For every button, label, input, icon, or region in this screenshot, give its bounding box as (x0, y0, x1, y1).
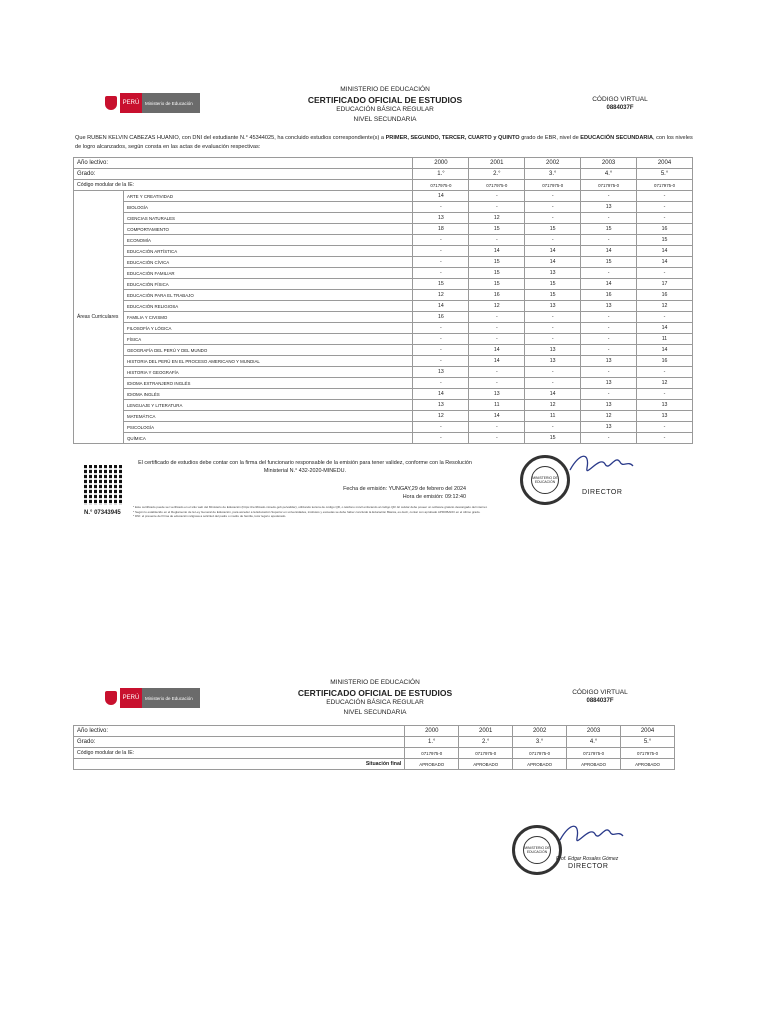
table-row (74, 257, 693, 268)
subject-name: HISTORIA Y GEOGRAFÍA (123, 367, 412, 378)
grade-value: - (525, 235, 581, 246)
subject-name: IDIOMA EXTRANJERO INGLÉS (123, 378, 412, 389)
grade-value: 15 (581, 224, 637, 235)
grade-value: 14 (637, 246, 693, 257)
grade-value: 12 (525, 400, 581, 411)
grade-value: 12 (637, 378, 693, 389)
table-row (74, 433, 693, 444)
shield-icon (105, 96, 117, 110)
grade-value: - (469, 334, 525, 345)
table-row (74, 290, 693, 301)
grade-value: - (581, 334, 637, 345)
situation-row-label: Situación final (74, 759, 405, 770)
grade-value: 11 (469, 400, 525, 411)
grade-value: 13 (637, 411, 693, 422)
grade-value: 14 (525, 246, 581, 257)
subject-name: MATEMÁTICA (123, 411, 412, 422)
grade-value: - (581, 191, 637, 202)
grade-value: 12 (581, 411, 637, 422)
grades-table (73, 157, 693, 444)
grade-value: - (525, 202, 581, 213)
grade-value: - (413, 323, 469, 334)
subject-name: EDUCACIÓN PARA EL TRABAJO (123, 290, 412, 301)
director-name: Prof. Edgar Rosales Gómez (556, 856, 619, 862)
grade-value: - (525, 312, 581, 323)
table-row (74, 389, 693, 400)
grade-value: - (581, 367, 637, 378)
code-row-cell: 0717975-0 (567, 748, 621, 759)
grade-value: - (469, 378, 525, 389)
grade-row-cell: 3.° (513, 737, 567, 748)
table-row (74, 323, 693, 334)
grade-value: 14 (469, 345, 525, 356)
subject-name: CIENCIAS NATURALES (123, 213, 412, 224)
code-row-cell: 0717975-0 (413, 180, 469, 191)
grade-value: - (525, 213, 581, 224)
grade-value: 11 (637, 334, 693, 345)
grade-value: 13 (413, 213, 469, 224)
grade-value: - (581, 312, 637, 323)
grade-value: - (525, 191, 581, 202)
situation-row-cell: APROBADO (405, 759, 459, 770)
grade-value: 13 (581, 378, 637, 389)
code-row-cell: 0717975-0 (459, 748, 513, 759)
subject-name: HISTORIA DEL PERÚ EN EL PROCESO AMERICANO Y MUNDIAL (123, 356, 412, 367)
grade-value: 15 (469, 257, 525, 268)
grade-value: - (413, 356, 469, 367)
grade-value: - (581, 235, 637, 246)
grade-value: - (637, 389, 693, 400)
grade-row-cell: 2.° (459, 737, 513, 748)
grade-value: 13 (581, 400, 637, 411)
grade-row-cell: 5.° (637, 169, 693, 180)
grades-table-body (74, 158, 693, 444)
grade-value: - (413, 268, 469, 279)
code-row (74, 748, 675, 759)
subject-name: ECONOMÍA (123, 235, 412, 246)
grade-value: 16 (413, 312, 469, 323)
education-type: EDUCACIÓN BÁSICA REGULAR (326, 699, 424, 706)
grade-value: - (413, 345, 469, 356)
ministry-name: MINISTERIO DE EDUCACIÓN (340, 86, 430, 93)
virtual-code (570, 95, 670, 113)
grade-value: 12 (413, 290, 469, 301)
areas-label: Áreas Curriculares (74, 191, 124, 444)
signature-icon (555, 820, 625, 850)
grade-value: 14 (637, 345, 693, 356)
grade-value: 13 (469, 389, 525, 400)
subject-name: EDUCACIÓN CÍVICA (123, 257, 412, 268)
year-row (74, 158, 693, 169)
grade-value: 13 (525, 356, 581, 367)
code-row-cell: 0717975-0 (513, 748, 567, 759)
grade-value: 15 (525, 433, 581, 444)
grade-value: 14 (413, 389, 469, 400)
year-row-cell: 2004 (621, 726, 675, 737)
grade-value: 14 (413, 191, 469, 202)
virtual-code-label: CÓDIGO VIRTUAL (572, 689, 628, 696)
virtual-code (550, 688, 650, 706)
year-row-cell: 2000 (405, 726, 459, 737)
code-row-label: Código modular de la IE: (74, 748, 405, 759)
grade-value: 14 (581, 279, 637, 290)
code-row-cell: 0717975-0 (405, 748, 459, 759)
grade-value: 15 (637, 235, 693, 246)
subject-name: EDUCACIÓN RELIGIOSA (123, 301, 412, 312)
grade-value: 12 (637, 301, 693, 312)
subject-name: PSICOLOGÍA (123, 422, 412, 433)
grade-value: 12 (469, 213, 525, 224)
grade-value: 14 (581, 246, 637, 257)
grade-value: - (469, 433, 525, 444)
subject-name: COMPORTAMIENTO (123, 224, 412, 235)
grade-value: - (469, 202, 525, 213)
situation-row-cell: APROBADO (567, 759, 621, 770)
footnotes: * Este certificado puede ser verificado en el sitio web del Ministerio de Educación (https://certificado.minedu.gob.pe/validar), utilizando lectora de código QR, o teléfono móvil enfocando al código QR. El celular debe poseer un software gratuito descargado del internet. * Según lo establecido en el Reglamento de la Ley General de Educación, para acceder a la Educación Superior en universidades, institutos y escuelas se debe haber concluido la Educación Básica, es decir, contar con aprobado APROBADO en el último grado. * DNI: el presente del firma de educación religiosa a solicitud del padre o madre de familia, tutor legal o apoderado. (133, 505, 488, 518)
grade-value: 13 (581, 356, 637, 367)
grade-value: 13 (581, 422, 637, 433)
table-row (74, 301, 693, 312)
validity-text: El certificado de estudios debe contar con la firma del funcionario responsable de la emisión para tener validez, conforme con la Resolución Ministerial N.° 432-2020-MINEDU. (138, 460, 472, 474)
subject-name: LENGUAJE Y LITERATURA (123, 400, 412, 411)
logo-ministry: Ministerio de Educación (142, 688, 200, 708)
year-row-label: Año lectivo: (74, 158, 413, 169)
grade-value: 13 (413, 400, 469, 411)
table-row (74, 334, 693, 345)
grade-value: 18 (413, 224, 469, 235)
subject-name: FILOSOFÍA Y LÓGICA (123, 323, 412, 334)
grade-value: - (413, 378, 469, 389)
grade-value: 15 (525, 224, 581, 235)
grade-value: - (469, 191, 525, 202)
grade-value: 13 (525, 268, 581, 279)
school-seal-icon: MINISTERIO DE EDUCACIÓN (512, 825, 562, 875)
year-row-cell: 2004 (637, 158, 693, 169)
grade-value: - (525, 378, 581, 389)
grade-value: 15 (525, 279, 581, 290)
minedu-logo (105, 93, 200, 113)
grade-value: - (637, 422, 693, 433)
year-row-cell: 2001 (469, 158, 525, 169)
grade-value: 16 (637, 356, 693, 367)
grade-value: - (637, 268, 693, 279)
subject-name: FAMILIA Y CIVISMO (123, 312, 412, 323)
table-row (74, 356, 693, 367)
grade-value: - (637, 213, 693, 224)
grade-value: 14 (413, 301, 469, 312)
grade-value: - (637, 191, 693, 202)
grade-value: 14 (637, 323, 693, 334)
subject-name: QUÍMICA (123, 433, 412, 444)
subject-name: GEOGRAFÍA DEL PERÚ Y DEL MUNDO (123, 345, 412, 356)
logo-ministry: Ministerio de Educación (142, 93, 200, 113)
code-row-cell: 0717975-0 (637, 180, 693, 191)
grade-value: - (469, 422, 525, 433)
table-row (74, 422, 693, 433)
grade-value: - (413, 433, 469, 444)
grade-value: 15 (469, 224, 525, 235)
grade-value: 15 (525, 290, 581, 301)
code-row-label: Código modular de la IE: (74, 180, 413, 191)
school-seal-icon: MINISTERIO DE EDUCACIÓN (520, 455, 570, 505)
subject-name: IDIOMA INGLÉS (123, 389, 412, 400)
situation-row (74, 759, 675, 770)
subject-name: EDUCACIÓN FÍSICA (123, 279, 412, 290)
title-block (255, 678, 495, 718)
signature-icon (565, 450, 635, 480)
year-row-cell: 2003 (567, 726, 621, 737)
grade-value: - (637, 312, 693, 323)
grade-value: 14 (525, 389, 581, 400)
grade-value: 13 (581, 301, 637, 312)
year-row-cell: 2001 (459, 726, 513, 737)
grade-value: 14 (637, 257, 693, 268)
grade-value: - (581, 268, 637, 279)
virtual-code-label: CÓDIGO VIRTUAL (592, 96, 648, 103)
virtual-code-value: 0884037F (606, 105, 634, 111)
grade-value: - (581, 213, 637, 224)
table-row (74, 235, 693, 246)
director-title: DIRECTOR (568, 863, 609, 870)
grade-value: 13 (637, 400, 693, 411)
year-row-cell: 2000 (413, 158, 469, 169)
year-row-label: Año lectivo: (74, 726, 405, 737)
summary-table-body (74, 726, 675, 770)
situation-row-cell: APROBADO (621, 759, 675, 770)
table-row (74, 268, 693, 279)
grade-value: 16 (581, 290, 637, 301)
code-row-cell: 0717975-0 (581, 180, 637, 191)
subject-name: ARTE Y CREATIVIDAD (123, 191, 412, 202)
grade-value: - (581, 389, 637, 400)
grade-value: 14 (525, 257, 581, 268)
emission-time: Hora de emisión: 09:12:40 (402, 494, 466, 500)
grade-value: 14 (469, 411, 525, 422)
grade-row-cell: 4.° (567, 737, 621, 748)
intro-paragraph: Que RUBEN KELVIN CABEZAS HUANIO, con DNI del estudiante N.° 45344025, ha concluido estudios correspondiente(s) a PRIMER, SEGUNDO, TERCER, CUARTO y QUINTO grado de EBR, nivel de EDUCACIÓN SECUNDARIA, con los niveles de logro alcanzados, según consta en las actas de evaluación respectivas: (75, 135, 693, 150)
table-row (74, 213, 693, 224)
ministry-name: MINISTERIO DE EDUCACIÓN (330, 679, 420, 686)
situation-row-cell: APROBADO (513, 759, 567, 770)
code-row (74, 180, 693, 191)
grade-row-cell: 2.° (469, 169, 525, 180)
grade-value: 11 (525, 411, 581, 422)
table-row (74, 411, 693, 422)
grade-row (74, 737, 675, 748)
grade-value: - (469, 312, 525, 323)
table-row (74, 312, 693, 323)
grade-value: - (525, 367, 581, 378)
grade-value: - (413, 202, 469, 213)
table-row (74, 367, 693, 378)
grade-value: - (525, 422, 581, 433)
grade-row-cell: 1.° (413, 169, 469, 180)
grade-value: 13 (413, 367, 469, 378)
virtual-code-value: 0884037F (586, 698, 614, 704)
grade-value: 13 (581, 202, 637, 213)
education-level: NIVEL SECUNDARIA (343, 709, 407, 716)
subject-name: FÍSICA (123, 334, 412, 345)
grade-value: - (469, 323, 525, 334)
grade-value: 14 (469, 356, 525, 367)
grade-value: - (469, 235, 525, 246)
year-row-cell: 2003 (581, 158, 637, 169)
grade-value: 15 (469, 268, 525, 279)
certificate-title: CERTIFICADO OFICIAL DE ESTUDIOS (307, 95, 463, 105)
grade-value: - (581, 345, 637, 356)
subject-name: EDUCACIÓN ARTÍSTICA (123, 246, 412, 257)
grade-value: 15 (413, 279, 469, 290)
year-row-cell: 2002 (513, 726, 567, 737)
table-row (74, 224, 693, 235)
subject-name: BIOLOGÍA (123, 202, 412, 213)
grade-value: 16 (469, 290, 525, 301)
grade-value: - (637, 367, 693, 378)
table-row (74, 345, 693, 356)
grade-value: 13 (525, 345, 581, 356)
education-level: NIVEL SECUNDARIA (353, 116, 417, 123)
grade-value: - (637, 202, 693, 213)
grade-value: - (637, 433, 693, 444)
grade-value: 15 (581, 257, 637, 268)
education-type: EDUCACIÓN BÁSICA REGULAR (336, 106, 434, 113)
grade-value: - (525, 334, 581, 345)
subject-name: EDUCACIÓN FAMILIAR (123, 268, 412, 279)
shield-icon (105, 691, 117, 705)
grade-value: 17 (637, 279, 693, 290)
grade-row (74, 169, 693, 180)
year-row-cell: 2002 (525, 158, 581, 169)
year-row (74, 726, 675, 737)
grade-value: - (413, 334, 469, 345)
grade-value: - (413, 235, 469, 246)
certificate-title: CERTIFICADO OFICIAL DE ESTUDIOS (297, 688, 453, 698)
grade-value: - (413, 257, 469, 268)
grade-value: - (413, 422, 469, 433)
grade-row-cell: 3.° (525, 169, 581, 180)
grade-row-cell: 1.° (405, 737, 459, 748)
logo-peru: PERÚ (120, 93, 142, 113)
grade-value: 13 (525, 301, 581, 312)
minedu-logo (105, 688, 200, 708)
director-title: DIRECTOR (582, 489, 623, 496)
table-row (74, 202, 693, 213)
situation-row-cell: APROBADO (459, 759, 513, 770)
table-row (74, 246, 693, 257)
logo-peru: PERÚ (120, 688, 142, 708)
table-row (74, 400, 693, 411)
grade-value: 16 (637, 290, 693, 301)
title-block (265, 85, 505, 125)
code-row-cell: 0717975-0 (621, 748, 675, 759)
grade-row-label: Grado: (74, 737, 405, 748)
qr-code (84, 465, 124, 505)
grade-value: 16 (637, 224, 693, 235)
grade-value: - (469, 367, 525, 378)
table-row (74, 191, 693, 202)
grade-value: - (581, 433, 637, 444)
grade-value: 12 (469, 301, 525, 312)
grade-row-label: Grado: (74, 169, 413, 180)
grade-value: 15 (469, 279, 525, 290)
code-row-cell: 0717975-0 (525, 180, 581, 191)
grade-row-cell: 5.° (621, 737, 675, 748)
grade-value: - (413, 246, 469, 257)
code-row-cell: 0717975-0 (469, 180, 525, 191)
certificate-number: N.° 07343945 (84, 510, 121, 516)
grade-value: 14 (469, 246, 525, 257)
grade-value: 12 (413, 411, 469, 422)
table-row (74, 279, 693, 290)
summary-table (73, 725, 675, 770)
table-row (74, 378, 693, 389)
grade-row-cell: 4.° (581, 169, 637, 180)
grade-value: - (525, 323, 581, 334)
grade-value: - (581, 323, 637, 334)
emission-date: Fecha de emisión: YUNGAY,29 de febrero del 2024 (343, 486, 466, 492)
